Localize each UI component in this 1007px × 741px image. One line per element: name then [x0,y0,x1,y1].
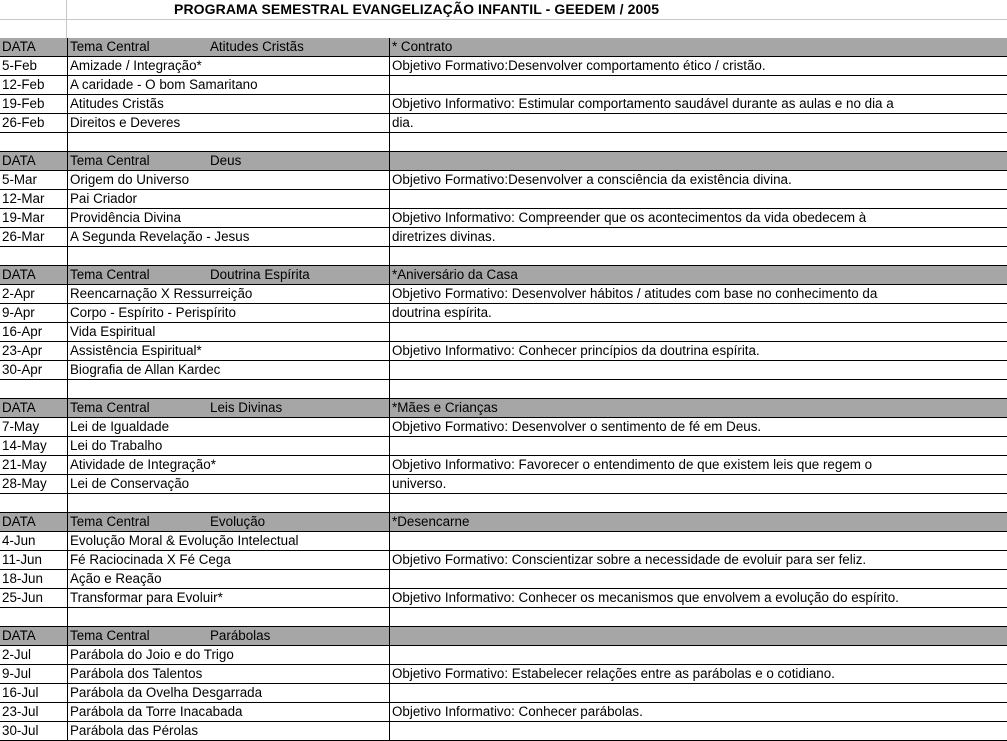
date-cell[interactable] [0,247,67,265]
topic-cell[interactable]: A caridade - O bom Samaritano [67,76,389,94]
blank-row [0,380,1007,399]
header-theme-label: Tema Central [70,628,150,643]
blank-row [0,608,1007,627]
objective-cell[interactable]: universo. [389,475,1007,493]
column-divider [66,0,67,38]
header-note-cell[interactable]: *Mães e Crianças [389,399,1007,417]
topic-cell[interactable]: Lei do Trabalho [67,437,389,455]
header-date-cell[interactable]: DATA [2,514,36,529]
date-cell[interactable]: 21-May [2,457,47,472]
table-row [0,190,1007,209]
date-cell[interactable]: 11-Jun [2,552,42,567]
date-cell[interactable]: 23-Apr [2,343,43,358]
topic-cell[interactable] [67,247,389,265]
page-title: PROGRAMA SEMESTRAL EVANGELIZAÇÃO INFANTIL - GEEDEM / 2005 [174,1,660,17]
objective-cell[interactable] [389,133,1007,151]
table-row [0,532,1007,551]
date-cell[interactable]: 4-Jun [2,533,36,548]
section-header-row [0,266,1007,285]
header-theme-label: Tema Central [70,153,150,168]
topic-cell[interactable]: Parábola das Pérolas [67,722,389,740]
header-note-cell[interactable]: * Contrato [389,38,1007,56]
header-note-cell[interactable] [389,627,1007,645]
header-theme-value: Deus [210,153,242,168]
header-theme-value: Evolução [210,514,266,529]
topic-cell[interactable]: Providência Divina [67,209,389,227]
table-row [0,171,1007,190]
topic-cell[interactable]: Parábola dos Talentos [67,665,389,683]
header-theme-value: Parábolas [210,628,271,643]
header-date-cell[interactable]: DATA [2,400,36,415]
objective-cell[interactable]: Objetivo Formativo: Estabelecer relações entre as parábolas e o cotidiano. [389,665,1007,683]
table-row [0,551,1007,570]
objective-cell[interactable]: Objetivo Informativo: Conhecer os mecanismos que envolvem a evolução do espírito. [389,589,1007,607]
header-date-cell[interactable]: DATA [2,267,36,282]
blank-row [0,247,1007,266]
date-cell[interactable]: 7-May [2,419,40,434]
topic-cell[interactable]: Parábola da Torre Inacabada [67,703,389,721]
header-theme-cell[interactable] [67,627,389,645]
title-row [0,0,1007,20]
table-row [0,570,1007,589]
objective-cell[interactable]: Objetivo Informativo: Conhecer parábolas. [389,703,1007,721]
date-cell[interactable]: 25-Jun [2,590,43,605]
date-cell[interactable]: 30-Apr [2,362,43,377]
date-cell[interactable]: 16-Jul [2,685,39,700]
date-cell[interactable] [0,494,67,512]
date-cell[interactable]: 26-Feb [2,115,45,130]
table-row [0,95,1007,114]
topic-cell[interactable] [67,494,389,512]
objective-cell[interactable]: Objetivo Formativo:Desenvolver comportamento ético / cristão. [389,57,1007,75]
header-note-cell[interactable]: *Desencarne [389,513,1007,531]
table-row [0,437,1007,456]
table-row [0,665,1007,684]
header-theme-value: Leis Divinas [210,400,283,415]
header-theme-label: Tema Central [70,267,150,282]
objective-cell[interactable] [389,494,1007,512]
header-theme-cell[interactable] [67,399,389,417]
header-theme-label: Tema Central [70,39,150,54]
topic-cell[interactable]: Ação e Reação [67,570,389,588]
objective-cell[interactable] [389,437,1007,455]
topic-cell[interactable]: Transformar para Evoluir* [67,589,389,607]
date-cell[interactable]: 28-May [2,476,47,491]
header-theme-value: Doutrina Espírita [210,267,310,282]
topic-cell[interactable]: Parábola do Joio e do Trigo [67,646,389,664]
date-cell[interactable]: 12-Mar [2,191,45,206]
topic-cell[interactable]: Parábola da Ovelha Desgarrada [67,684,389,702]
objective-cell[interactable]: diretrizes divinas. [389,228,1007,246]
topic-cell[interactable]: Atitudes Cristãs [67,95,389,113]
topic-cell[interactable]: Corpo - Espírito - Perispírito [67,304,389,322]
table-row [0,209,1007,228]
date-cell[interactable]: 9-Jul [2,666,32,681]
objective-cell[interactable]: Objetivo Formativo: Desenvolver o sentimento de fé em Deus. [389,418,1007,436]
table-row [0,57,1007,76]
header-note-cell[interactable] [389,152,1007,170]
date-cell[interactable]: 14-May [2,438,47,453]
section-header-row [0,627,1007,646]
table-row [0,722,1007,741]
objective-cell[interactable]: Objetivo Formativo: Desenvolver hábitos / atitudes com base no conhecimento da [389,285,1007,303]
header-theme-cell[interactable] [67,152,389,170]
table-row [0,228,1007,247]
topic-cell[interactable] [67,133,389,151]
topic-cell[interactable]: A Segunda Revelação - Jesus [67,228,389,246]
header-theme-label: Tema Central [70,514,150,529]
table-row [0,684,1007,703]
objective-cell[interactable]: doutrina espírita. [389,304,1007,322]
date-cell[interactable]: 19-Feb [2,96,45,111]
objective-cell[interactable] [389,722,1007,740]
objective-cell[interactable] [389,190,1007,208]
topic-cell[interactable]: Amizade / Integração* [67,57,389,75]
header-date-cell[interactable]: DATA [2,628,36,643]
objective-cell[interactable]: Objetivo Formativo:Desenvolver a consciência da existência divina. [389,171,1007,189]
table-row [0,342,1007,361]
date-cell[interactable]: 18-Jun [2,571,43,586]
topic-cell[interactable]: Lei de Igualdade [67,418,389,436]
table-row [0,323,1007,342]
date-cell[interactable]: 30-Jul [2,723,39,738]
date-cell[interactable]: 26-Mar [2,229,45,244]
table-row [0,589,1007,608]
header-theme-value: Atitudes Cristãs [210,39,304,54]
blank-row [0,133,1007,152]
objective-cell[interactable] [389,532,1007,550]
header-theme-cell[interactable] [67,38,389,56]
objective-cell[interactable] [389,76,1007,94]
objective-cell[interactable]: Objetivo Informativo: Compreender que os acontecimentos da vida obedecem à [389,209,1007,227]
blank-row [0,494,1007,513]
table-row [0,285,1007,304]
table-row [0,646,1007,665]
section-header-row [0,38,1007,57]
date-cell[interactable]: 5-Feb [2,58,37,73]
objective-cell[interactable]: Objetivo Formativo: Conscientizar sobre a necessidade de evoluir para ser feliz. [389,551,1007,569]
topic-cell[interactable]: Fé Raciocinada X Fé Cega [67,551,389,569]
objective-cell[interactable] [389,646,1007,664]
table-row [0,76,1007,95]
topic-cell[interactable]: Direitos e Deveres [67,114,389,132]
topic-cell[interactable]: Assistência Espiritual* [67,342,389,360]
header-date-cell[interactable]: DATA [2,153,36,168]
objective-cell[interactable]: Objetivo Informativo: Conhecer princípios da doutrina espírita. [389,342,1007,360]
date-cell[interactable]: 12-Feb [2,77,45,92]
topic-cell[interactable]: Vida Espiritual [67,323,389,341]
topic-cell[interactable]: Reencarnação X Ressurreição [67,285,389,303]
topic-cell[interactable] [67,380,389,398]
date-cell[interactable] [0,133,67,151]
topic-cell[interactable]: Biografia de Allan Kardec [67,361,389,379]
table-row [0,456,1007,475]
date-cell[interactable] [0,380,67,398]
header-theme-label: Tema Central [70,400,150,415]
topic-cell[interactable]: Pai Criador [67,190,389,208]
section-header-row [0,399,1007,418]
objective-cell[interactable] [389,361,1007,379]
table-row [0,361,1007,380]
date-cell[interactable]: 2-Jul [2,647,32,662]
header-theme-cell[interactable] [67,266,389,284]
topic-cell[interactable]: Lei de Conservação [67,475,389,493]
date-cell[interactable]: 16-Apr [2,324,43,339]
date-cell[interactable]: 19-Mar [2,210,45,225]
date-cell[interactable]: 5-Mar [2,172,37,187]
objective-cell[interactable]: Objetivo Informativo: Estimular comportamento saudável durante as aulas e no dia a [389,95,1007,113]
objective-cell[interactable] [389,247,1007,265]
objective-cell[interactable] [389,684,1007,702]
objective-cell[interactable] [389,608,1007,626]
section-header-row [0,513,1007,532]
topic-cell[interactable]: Atividade de Integração* [67,456,389,474]
topic-cell[interactable]: Evolução Moral & Evolução Intelectual [67,532,389,550]
objective-cell[interactable]: dia. [389,114,1007,132]
date-cell[interactable]: 9-Apr [2,305,35,320]
objective-cell[interactable] [389,570,1007,588]
section-header-row [0,152,1007,171]
topic-cell[interactable]: Origem do Universo [67,171,389,189]
objective-cell[interactable]: Objetivo Informativo: Favorecer o entendimento de que existem leis que regem o [389,456,1007,474]
topic-cell[interactable] [67,608,389,626]
objective-cell[interactable] [389,323,1007,341]
header-note-cell[interactable]: *Aniversário da Casa [389,266,1007,284]
table-row [0,304,1007,323]
table-row [0,703,1007,722]
header-theme-cell[interactable] [67,513,389,531]
table-row [0,418,1007,437]
objective-cell[interactable] [389,380,1007,398]
date-cell[interactable] [0,608,67,626]
date-cell[interactable]: 23-Jul [2,704,39,719]
table-row [0,475,1007,494]
date-cell[interactable]: 2-Apr [2,286,35,301]
header-date-cell[interactable]: DATA [2,39,36,54]
table-row [0,114,1007,133]
